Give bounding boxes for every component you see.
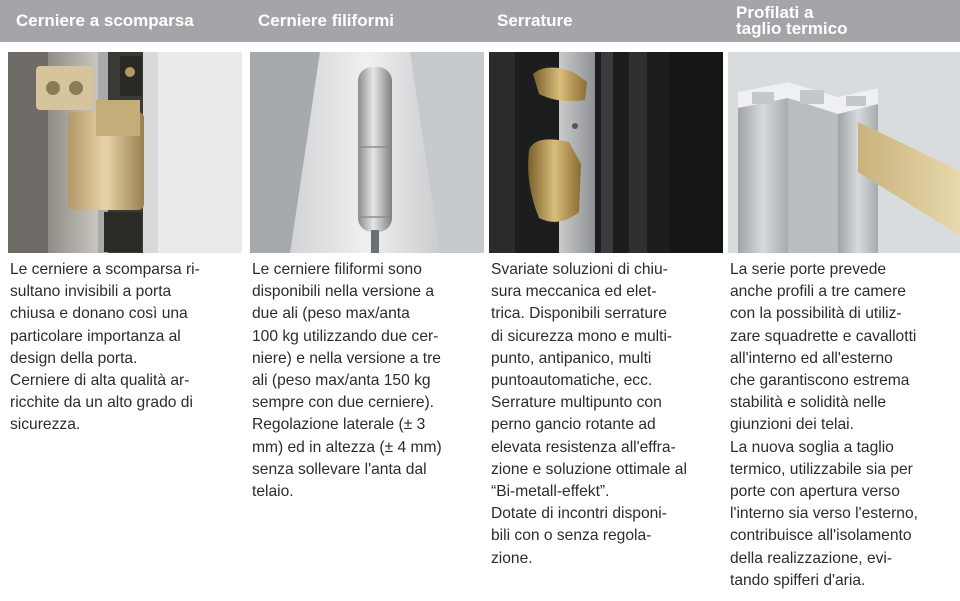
lock-photo xyxy=(489,52,723,253)
thermal-profile-photo xyxy=(728,52,960,253)
column-description: Svariate soluzioni di chiu- sura meccanica ed elet- trica. Disponibili serrature di sicurezza mono e multi- punto, antipanico, multi puntoautomatiche, ecc. Serrature multipunto con perno gancio rotante ad elevata resistenza all'effra- zione e soluzione ottimale al “Bi-metall-effekt”. Dotate di incontri disponi- bili con o senza regola- zione. xyxy=(491,261,687,567)
column-locks xyxy=(489,0,725,601)
thin-hinge-photo xyxy=(250,52,484,253)
column-title: Cerniere a scomparsa xyxy=(16,11,194,30)
column-thin-hinges xyxy=(250,0,486,601)
column-description: Le cerniere a scomparsa ri- sultano invisibili a porta chiusa e donano così una particolare importanza al design della porta. Cerniere di alta qualità ar- ricchite da un alto grado di sicurezza. xyxy=(10,261,200,434)
column-description: La serie porte prevede anche profili a tre camere con la possibilità di utiliz- zare squadrette e cavallotti all'interno ed all'esterno che garantiscono estrema stabilità e solidità nelle giunzioni dei telai. La nuova soglia a taglio termico, utilizzabile sia per porte con apertura verso l'interno sia verso l'esterno, contribuisce all'isolamento della realizzazione, evi- tando spifferi d'aria. xyxy=(730,261,918,589)
column-title: Profilati a taglio termico xyxy=(736,3,848,38)
concealed-hinge-photo xyxy=(8,52,242,253)
column-description: Le cerniere filiformi sono disponibili nella versione a due ali (peso max/anta 100 kg utilizzando due cer- niere) e nella versione a tre ali (peso max/anta 150 kg sempre con due cerniere). Regolazione laterale (± 3 mm) ed in altezza (± 4 mm) senza sollevare l'anta dal telaio. xyxy=(252,261,442,501)
column-thermal-profiles xyxy=(728,0,960,601)
column-title: Cerniere filiformi xyxy=(258,11,395,30)
column-concealed-hinges xyxy=(8,0,244,601)
column-title: Serrature xyxy=(497,11,573,30)
